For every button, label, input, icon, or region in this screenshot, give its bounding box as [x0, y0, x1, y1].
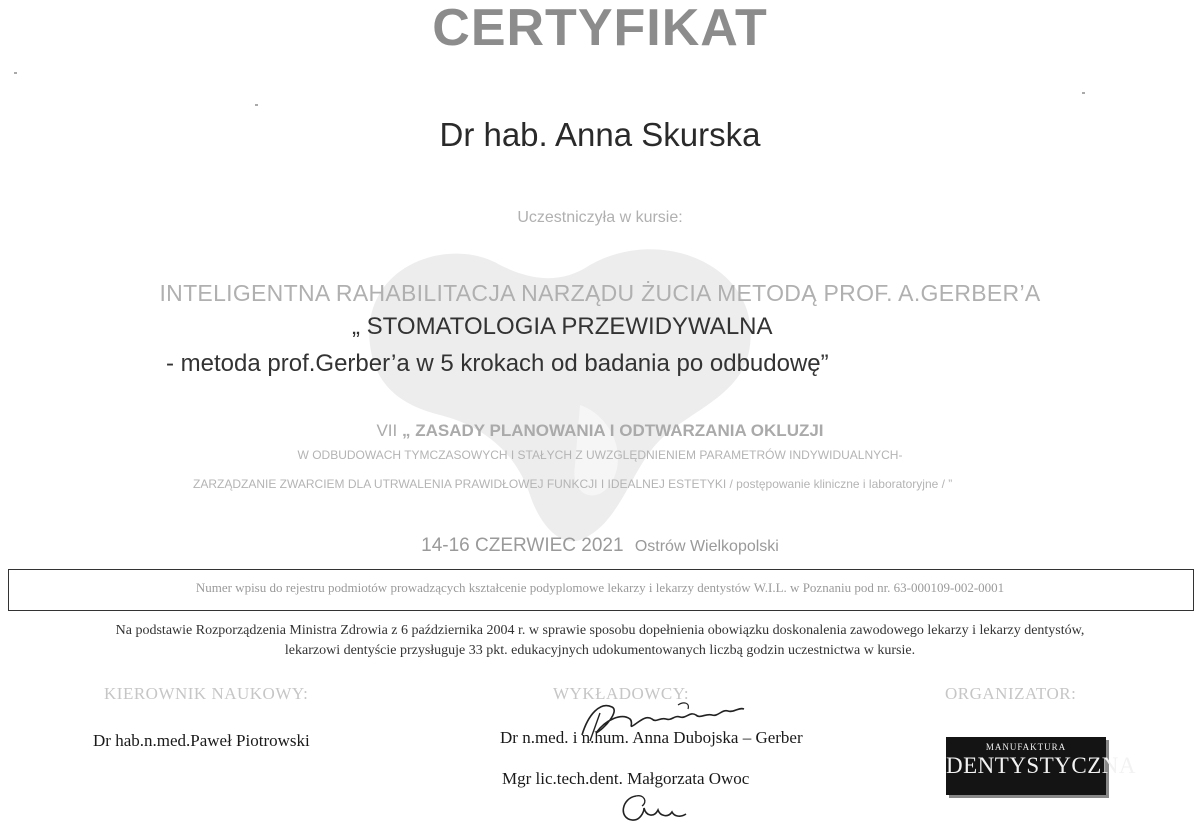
- lecturer-1-name: Dr n.med. i n.hum. Anna Dubojska – Gerber: [500, 728, 803, 747]
- course-date-line: [0, 535, 1200, 557]
- organizer-logo-main-text: DENTYSTYCZNA: [946, 753, 1136, 778]
- speck: [1082, 92, 1085, 94]
- module-prefix: VII: [376, 421, 398, 440]
- scientific-head-name: Dr hab.n.med.Paweł Piotrowski: [93, 731, 310, 750]
- organizer-logo-top-text: MANUFAKTURA: [985, 742, 1067, 752]
- module-detail-1: W ODBUDOWACH TYMCZASOWYCH I STAŁYCH Z UWZGLĘDNIENIEM PARAMETRÓW INDYWIDUALNYCH-: [297, 448, 903, 462]
- course-title: „ STOMATOLOGIA PRZEWIDYWALNA: [352, 313, 773, 340]
- registry-note: Numer wpisu do rejestru podmiotów prowadzących kształcenie podyplomowe lekarzy i lekarzy dentystów W.I.L. w Poznaniu pod nr. 63-000109-002-0001: [195, 580, 1005, 595]
- signature-owoc: [614, 790, 694, 826]
- course-main-title: INTELIGENTNA RAHABILITACJA NARZĄDU ŻUCIA METODĄ PROF. A.GERBER’A: [159, 280, 1041, 306]
- module-title: „ ZASADY PLANOWANIA I ODTWARZANIA OKLUZJI: [402, 421, 824, 440]
- signature-dubojska-gerber: [560, 693, 750, 743]
- organizer-logo: [946, 737, 1136, 795]
- organizer-label: ORGANIZATOR:: [945, 684, 1077, 703]
- course-subtitle: - metoda prof.Gerber’a w 5 krokach od badania po odbudowę”: [166, 350, 829, 377]
- certificate-title: CERTYFIKAT: [432, 0, 768, 57]
- participated-label: Uczestniczyła w kursie:: [517, 209, 683, 226]
- lecturers-label: WYKŁADOWCY:: [553, 684, 690, 703]
- scientific-head-label: KIEROWNIK NAUKOWY:: [104, 684, 309, 703]
- module-line: [0, 421, 1200, 441]
- legal-basis-line-2: lekarzowi dentyście przysługuje 33 pkt. edukacyjnych udokumentowanych liczbą godzin uczestnictwa w kursie.: [284, 643, 916, 658]
- recipient-name: Dr hab. Anna Skurska: [439, 116, 761, 153]
- speck: [255, 104, 258, 106]
- speck: [14, 72, 17, 74]
- course-date: 14-16 CZERWIEC 2021: [421, 535, 624, 556]
- module-detail-2: ZARZĄDZANIE ZWARCIEM DLA UTRWALENIA PRAWIDŁOWEJ FUNKCJI I IDEALNEJ ESTETYKI / postępowanie kliniczne i laboratoryjne / ”: [193, 477, 953, 491]
- tooth-watermark-icon: [330, 225, 790, 555]
- course-location: Ostrów Wielkopolski: [634, 538, 779, 555]
- legal-basis-line-1: Na podstawie Rozporządzenia Ministra Zdrowia z 6 października 2004 r. w sprawie sposobu dopełnienia obowiązku doskonalenia zawodowego lekarzy i lekarzy dentystów,: [115, 623, 1085, 638]
- lecturer-2-name: Mgr lic.tech.dent. Małgorzata Owoc: [502, 769, 750, 788]
